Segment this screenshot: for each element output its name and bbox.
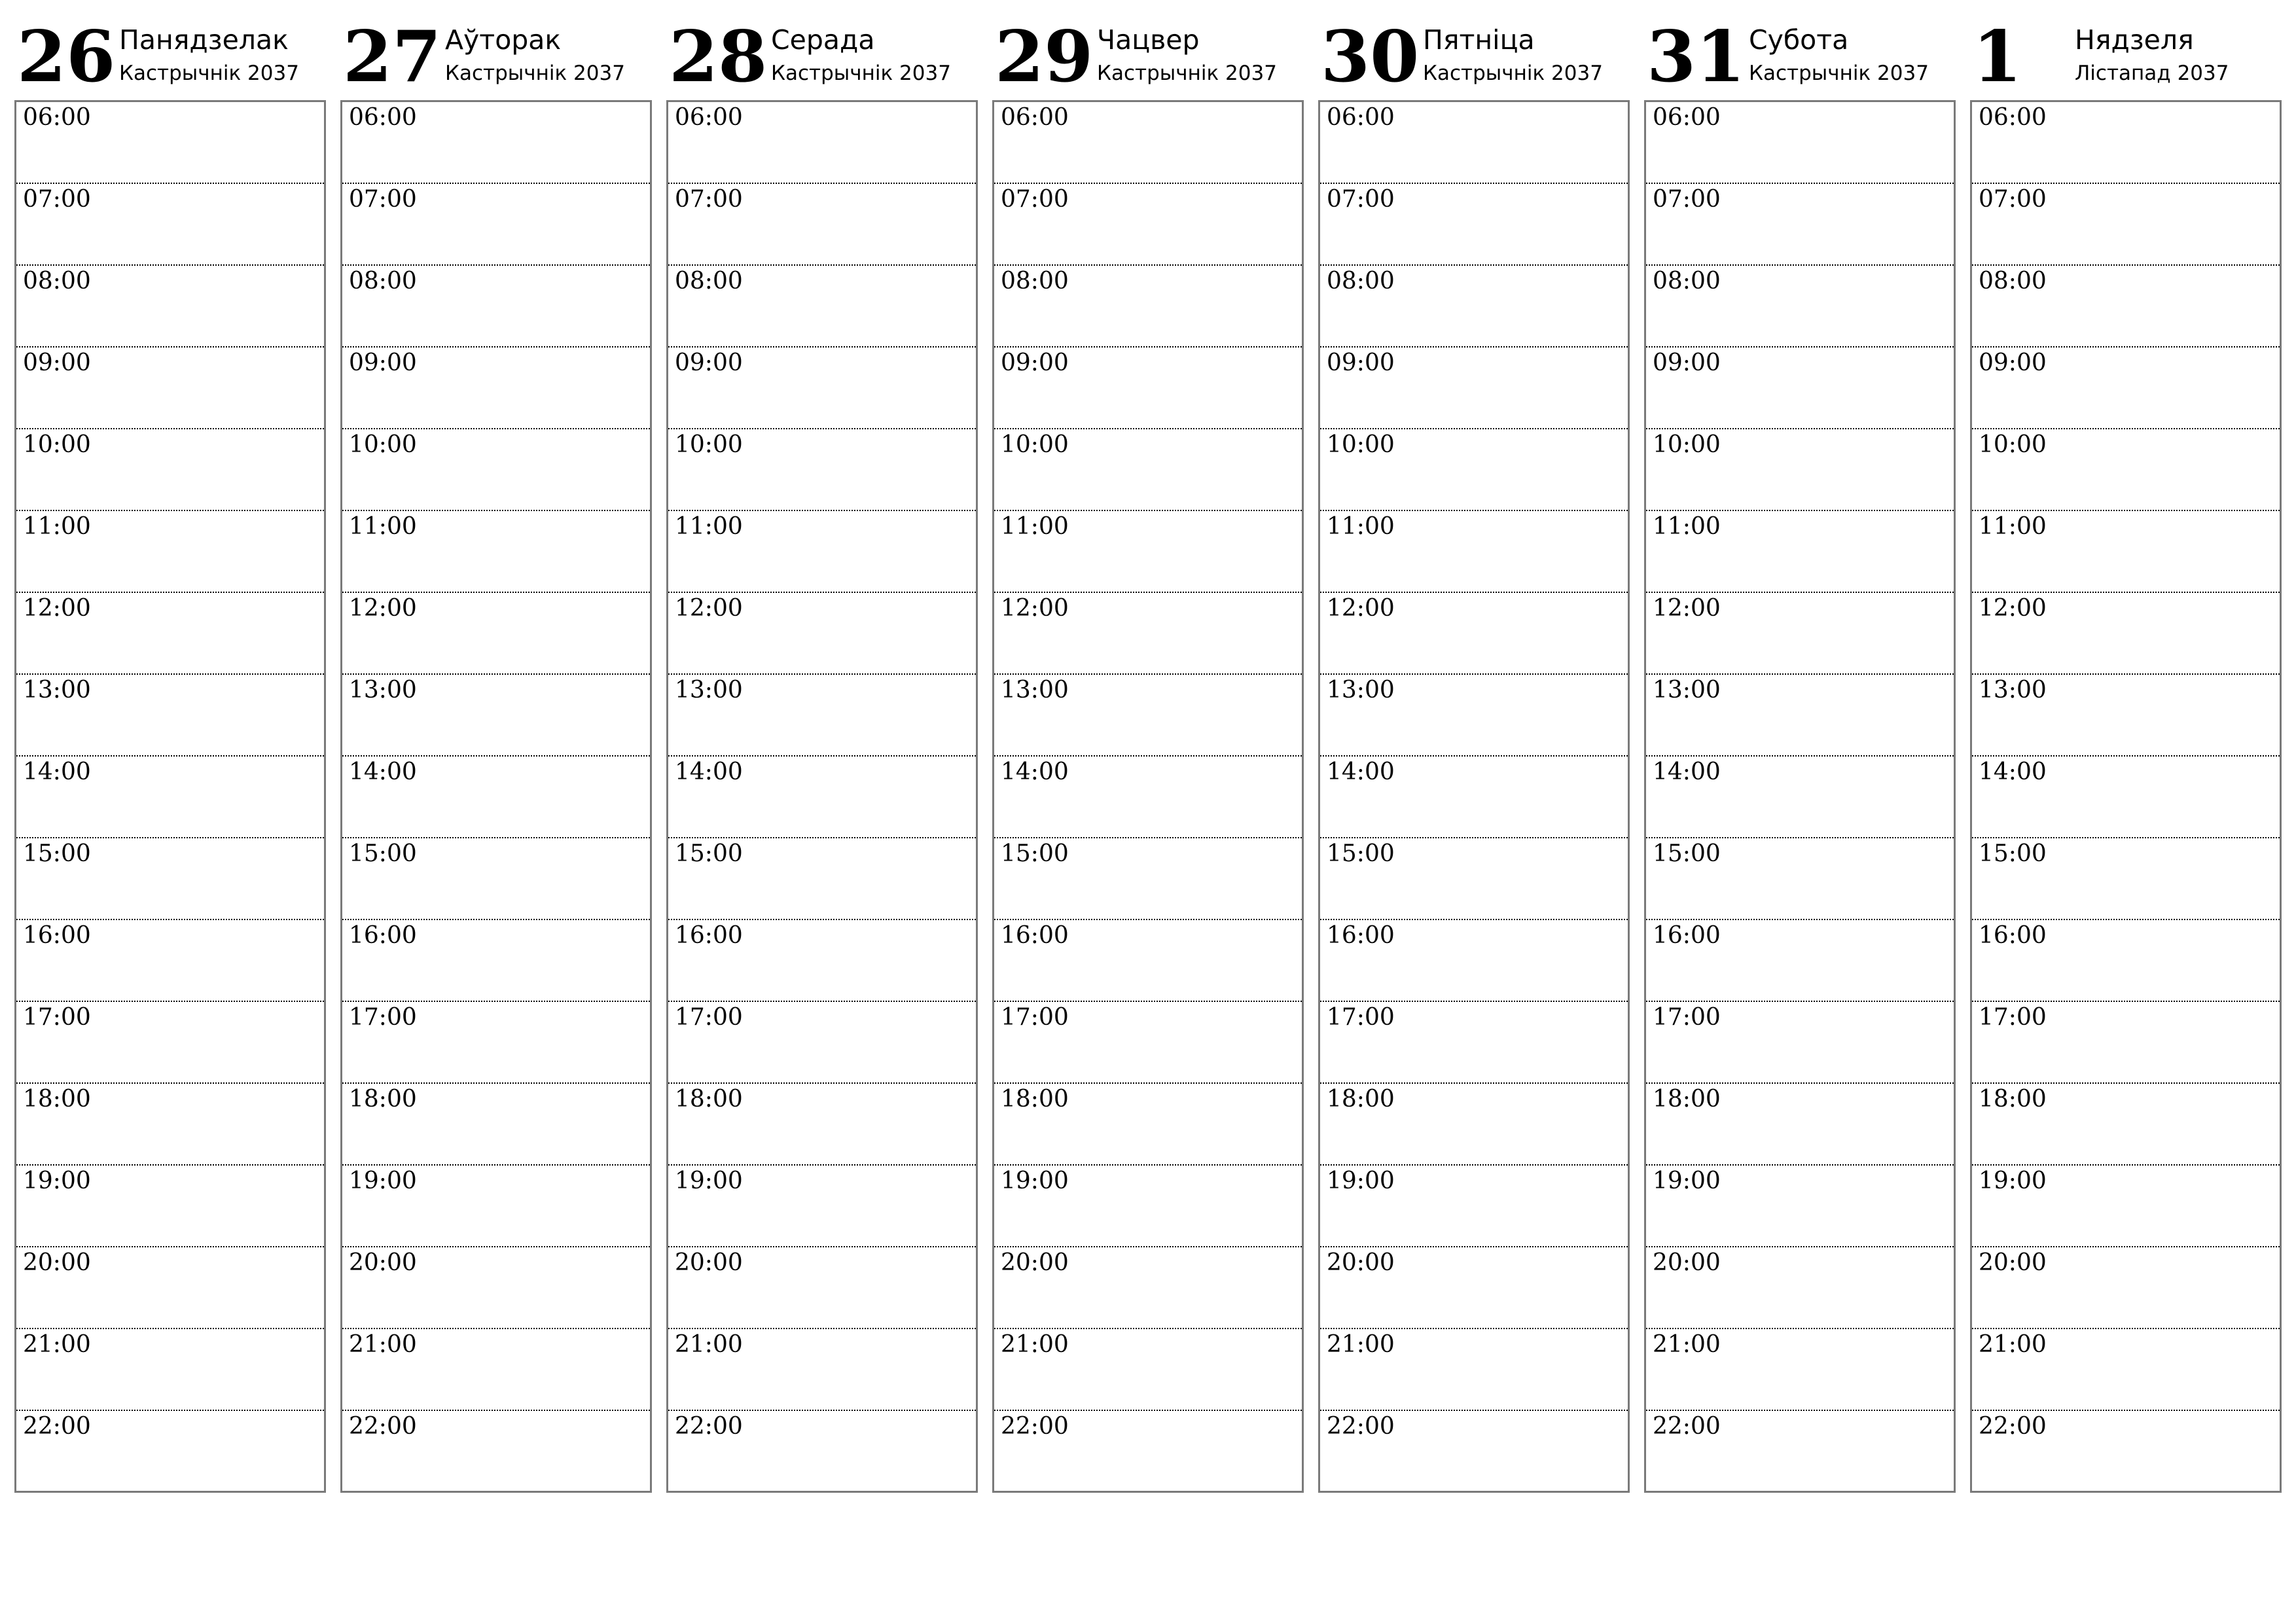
hour-label: 06:00: [23, 104, 91, 131]
hour-label: 14:00: [1327, 758, 1395, 785]
hour-grid: [1644, 100, 1956, 1493]
hour-slot: [1972, 348, 2280, 429]
hour-label: 20:00: [1653, 1249, 1721, 1276]
hour-slot: [1972, 1002, 2280, 1084]
hour-slot: [994, 1166, 1302, 1247]
hour-slot: [994, 266, 1302, 348]
hour-slot: [1646, 757, 1954, 838]
hour-slot: [342, 1247, 650, 1329]
hour-slot: [994, 593, 1302, 675]
day-number: 30: [1321, 16, 1420, 98]
hour-label: 10:00: [1001, 431, 1069, 458]
hour-slot: [16, 757, 324, 838]
day-header: [1318, 0, 1632, 98]
hour-slot: [668, 429, 976, 511]
hour-slot: [16, 1084, 324, 1166]
day-column-thursday: [992, 0, 1306, 1505]
hour-grid: [666, 100, 978, 1493]
hour-slot: [1646, 593, 1954, 675]
hour-slot: [1320, 348, 1628, 429]
hour-slot: [16, 429, 324, 511]
hour-label: 08:00: [1001, 268, 1069, 294]
month-year: Кастрычнік 2037: [771, 62, 951, 85]
hour-slot: [1646, 102, 1954, 184]
hour-label: 18:00: [1001, 1086, 1069, 1113]
hour-slot: [1320, 757, 1628, 838]
day-number: 27: [343, 16, 442, 98]
hour-slot: [994, 1084, 1302, 1166]
hour-label: 07:00: [349, 186, 417, 213]
day-header: [340, 0, 655, 98]
hour-label: 11:00: [1653, 513, 1721, 540]
hour-label: 20:00: [675, 1249, 743, 1276]
hour-slot: [1972, 1247, 2280, 1329]
hour-slot: [668, 184, 976, 266]
day-number: 28: [669, 16, 768, 98]
day-header: [14, 0, 329, 98]
hour-label: 15:00: [675, 840, 743, 867]
hour-label: 11:00: [1001, 513, 1069, 540]
hour-slot: [16, 1329, 324, 1411]
hour-label: 21:00: [1327, 1331, 1395, 1358]
hour-label: 14:00: [1979, 758, 2047, 785]
hour-slot: [668, 838, 976, 920]
day-number: 26: [17, 16, 116, 98]
hour-label: 14:00: [1001, 758, 1069, 785]
hour-slot: [994, 1247, 1302, 1329]
hour-label: 19:00: [1001, 1168, 1069, 1194]
hour-grid: [14, 100, 326, 1493]
hour-label: 13:00: [349, 677, 417, 704]
hour-label: 20:00: [349, 1249, 417, 1276]
hour-slot: [16, 1247, 324, 1329]
hour-slot: [994, 838, 1302, 920]
hour-slot: [1646, 1329, 1954, 1411]
hour-label: 15:00: [1653, 840, 1721, 867]
hour-label: 18:00: [1653, 1086, 1721, 1113]
day-name: Нядзеля: [2075, 24, 2194, 56]
hour-slot: [1320, 511, 1628, 593]
hour-slot: [668, 1166, 976, 1247]
hour-label: 16:00: [349, 922, 417, 949]
hour-slot: [16, 511, 324, 593]
hour-label: 10:00: [1327, 431, 1395, 458]
day-name: Панядзелак: [119, 24, 289, 56]
hour-slot: [1972, 511, 2280, 593]
hour-label: 16:00: [1979, 922, 2047, 949]
hour-label: 19:00: [1653, 1168, 1721, 1194]
hour-slot: [1646, 1411, 1954, 1493]
day-header: [666, 0, 980, 98]
hour-label: 22:00: [1979, 1413, 2047, 1440]
hour-slot: [668, 757, 976, 838]
hour-slot: [994, 102, 1302, 184]
hour-slot: [342, 1329, 650, 1411]
hour-label: 09:00: [1653, 349, 1721, 376]
hour-slot: [1646, 184, 1954, 266]
hour-label: 09:00: [349, 349, 417, 376]
hour-label: 20:00: [1001, 1249, 1069, 1276]
hour-label: 21:00: [349, 1331, 417, 1358]
hour-label: 12:00: [1327, 595, 1395, 622]
hour-slot: [668, 266, 976, 348]
hour-label: 22:00: [23, 1413, 91, 1440]
hour-slot: [342, 1166, 650, 1247]
hour-label: 10:00: [675, 431, 743, 458]
hour-label: 12:00: [23, 595, 91, 622]
day-name: Серада: [771, 24, 875, 56]
hour-slot: [16, 266, 324, 348]
hour-slot: [1972, 593, 2280, 675]
hour-label: 10:00: [349, 431, 417, 458]
hour-slot: [1972, 1166, 2280, 1247]
hour-slot: [994, 757, 1302, 838]
hour-slot: [1972, 675, 2280, 757]
hour-slot: [1646, 920, 1954, 1002]
day-number: 1: [1973, 16, 2022, 98]
hour-label: 06:00: [1001, 104, 1069, 131]
hour-label: 15:00: [1327, 840, 1395, 867]
hour-label: 09:00: [1979, 349, 2047, 376]
hour-label: 15:00: [1001, 840, 1069, 867]
hour-slot: [1320, 1084, 1628, 1166]
hour-label: 12:00: [675, 595, 743, 622]
hour-slot: [1972, 266, 2280, 348]
hour-label: 18:00: [1327, 1086, 1395, 1113]
hour-label: 10:00: [1653, 431, 1721, 458]
hour-slot: [1646, 266, 1954, 348]
hour-slot: [342, 1002, 650, 1084]
hour-slot: [668, 1084, 976, 1166]
hour-label: 19:00: [349, 1168, 417, 1194]
hour-label: 08:00: [349, 268, 417, 294]
hour-slot: [668, 675, 976, 757]
hour-slot: [16, 1411, 324, 1493]
hour-slot: [994, 429, 1302, 511]
hour-label: 17:00: [1653, 1004, 1721, 1031]
hour-label: 14:00: [675, 758, 743, 785]
hour-slot: [342, 593, 650, 675]
hour-label: 11:00: [1979, 513, 2047, 540]
hour-slot: [1320, 1411, 1628, 1493]
hour-label: 07:00: [1001, 186, 1069, 213]
hour-label: 22:00: [675, 1413, 743, 1440]
hour-slot: [994, 511, 1302, 593]
hour-label: 07:00: [1327, 186, 1395, 213]
hour-label: 19:00: [23, 1168, 91, 1194]
hour-slot: [1320, 920, 1628, 1002]
hour-label: 18:00: [349, 1086, 417, 1113]
hour-slot: [342, 675, 650, 757]
hour-label: 08:00: [1327, 268, 1395, 294]
day-header: [992, 0, 1306, 98]
day-number: 31: [1647, 16, 1746, 98]
hour-label: 07:00: [675, 186, 743, 213]
hour-label: 19:00: [1327, 1168, 1395, 1194]
hour-label: 22:00: [1001, 1413, 1069, 1440]
day-column-tuesday: [340, 0, 655, 1505]
hour-label: 10:00: [23, 431, 91, 458]
hour-slot: [668, 1411, 976, 1493]
hour-label: 21:00: [1653, 1331, 1721, 1358]
hour-label: 16:00: [1327, 922, 1395, 949]
hour-label: 13:00: [1979, 677, 2047, 704]
hour-slot: [1646, 1166, 1954, 1247]
hour-slot: [1972, 102, 2280, 184]
hour-label: 15:00: [1979, 840, 2047, 867]
hour-label: 18:00: [1979, 1086, 2047, 1113]
hour-label: 12:00: [349, 595, 417, 622]
hour-slot: [668, 1247, 976, 1329]
hour-slot: [994, 1329, 1302, 1411]
hour-slot: [668, 1002, 976, 1084]
hour-slot: [1646, 348, 1954, 429]
hour-slot: [1972, 184, 2280, 266]
day-column-friday: [1318, 0, 1632, 1505]
hour-slot: [342, 920, 650, 1002]
hour-label: 07:00: [1979, 186, 2047, 213]
hour-label: 13:00: [1653, 677, 1721, 704]
hour-slot: [1320, 266, 1628, 348]
hour-label: 21:00: [675, 1331, 743, 1358]
hour-label: 22:00: [349, 1413, 417, 1440]
hour-label: 16:00: [675, 922, 743, 949]
hour-slot: [1972, 757, 2280, 838]
hour-slot: [342, 511, 650, 593]
hour-slot: [1972, 1411, 2280, 1493]
hour-label: 15:00: [349, 840, 417, 867]
hour-grid: [992, 100, 1304, 1493]
hour-slot: [342, 838, 650, 920]
hour-label: 19:00: [675, 1168, 743, 1194]
hour-slot: [16, 838, 324, 920]
hour-label: 14:00: [349, 758, 417, 785]
hour-slot: [1646, 1002, 1954, 1084]
hour-slot: [342, 184, 650, 266]
hour-slot: [668, 593, 976, 675]
hour-label: 08:00: [675, 268, 743, 294]
hour-slot: [342, 757, 650, 838]
hour-label: 22:00: [1327, 1413, 1395, 1440]
hour-slot: [1320, 1247, 1628, 1329]
hour-slot: [342, 1084, 650, 1166]
hour-slot: [16, 348, 324, 429]
hour-slot: [994, 184, 1302, 266]
hour-slot: [1646, 429, 1954, 511]
hour-label: 13:00: [23, 677, 91, 704]
day-header: [1970, 0, 2284, 98]
day-column-monday: [14, 0, 329, 1505]
month-year: Кастрычнік 2037: [445, 62, 625, 85]
hour-label: 09:00: [1001, 349, 1069, 376]
hour-label: 22:00: [1653, 1413, 1721, 1440]
hour-label: 17:00: [1001, 1004, 1069, 1031]
hour-slot: [994, 348, 1302, 429]
hour-slot: [1320, 1329, 1628, 1411]
hour-label: 21:00: [1979, 1331, 2047, 1358]
hour-label: 17:00: [349, 1004, 417, 1031]
day-name: Пятніца: [1423, 24, 1535, 56]
hour-label: 09:00: [23, 349, 91, 376]
hour-label: 18:00: [23, 1086, 91, 1113]
hour-slot: [1320, 184, 1628, 266]
day-name: Аўторак: [445, 24, 562, 56]
hour-label: 06:00: [1653, 104, 1721, 131]
hour-label: 12:00: [1653, 595, 1721, 622]
hour-slot: [16, 675, 324, 757]
hour-label: 09:00: [1327, 349, 1395, 376]
hour-slot: [1646, 838, 1954, 920]
hour-slot: [342, 266, 650, 348]
hour-label: 09:00: [675, 349, 743, 376]
hour-label: 13:00: [1327, 677, 1395, 704]
hour-label: 06:00: [1979, 104, 2047, 131]
hour-slot: [668, 511, 976, 593]
hour-label: 17:00: [23, 1004, 91, 1031]
hour-slot: [1320, 102, 1628, 184]
hour-label: 12:00: [1979, 595, 2047, 622]
month-year: Кастрычнік 2037: [119, 62, 299, 85]
hour-slot: [342, 429, 650, 511]
hour-grid: [1318, 100, 1630, 1493]
month-year: Кастрычнік 2037: [1097, 62, 1277, 85]
hour-slot: [1320, 1166, 1628, 1247]
hour-label: 14:00: [1653, 758, 1721, 785]
hour-label: 06:00: [1327, 104, 1395, 131]
hour-slot: [16, 1166, 324, 1247]
hour-slot: [342, 348, 650, 429]
hour-label: 11:00: [23, 513, 91, 540]
hour-slot: [1320, 675, 1628, 757]
hour-label: 08:00: [1979, 268, 2047, 294]
hour-slot: [994, 1411, 1302, 1493]
day-column-saturday: [1644, 0, 1958, 1505]
hour-label: 11:00: [349, 513, 417, 540]
hour-slot: [16, 184, 324, 266]
hour-slot: [668, 102, 976, 184]
day-column-sunday: [1970, 0, 2284, 1505]
hour-slot: [668, 1329, 976, 1411]
hour-label: 06:00: [675, 104, 743, 131]
hour-label: 11:00: [675, 513, 743, 540]
hour-slot: [1646, 511, 1954, 593]
hour-slot: [1646, 1247, 1954, 1329]
hour-slot: [1646, 675, 1954, 757]
hour-label: 06:00: [349, 104, 417, 131]
hour-label: 15:00: [23, 840, 91, 867]
day-name: Субота: [1749, 24, 1849, 56]
hour-label: 07:00: [1653, 186, 1721, 213]
day-name: Чацвер: [1097, 24, 1200, 56]
month-year: Кастрычнік 2037: [1749, 62, 1929, 85]
hour-slot: [668, 348, 976, 429]
hour-label: 20:00: [1327, 1249, 1395, 1276]
hour-label: 14:00: [23, 758, 91, 785]
hour-label: 17:00: [1979, 1004, 2047, 1031]
day-number: 29: [995, 16, 1094, 98]
hour-slot: [1972, 920, 2280, 1002]
hour-slot: [1320, 593, 1628, 675]
hour-label: 21:00: [23, 1331, 91, 1358]
hour-slot: [994, 920, 1302, 1002]
hour-slot: [16, 102, 324, 184]
month-year: Лістапад 2037: [2075, 62, 2229, 85]
hour-slot: [994, 1002, 1302, 1084]
hour-label: 16:00: [23, 922, 91, 949]
hour-slot: [1972, 429, 2280, 511]
hour-slot: [16, 920, 324, 1002]
day-header: [1644, 0, 1958, 98]
hour-label: 17:00: [1327, 1004, 1395, 1031]
hour-slot: [1320, 1002, 1628, 1084]
hour-label: 17:00: [675, 1004, 743, 1031]
hour-label: 13:00: [1001, 677, 1069, 704]
hour-grid: [340, 100, 652, 1493]
hour-label: 18:00: [675, 1086, 743, 1113]
hour-slot: [1972, 1329, 2280, 1411]
hour-grid: [1970, 100, 2282, 1493]
hour-label: 20:00: [1979, 1249, 2047, 1276]
hour-slot: [994, 675, 1302, 757]
hour-slot: [16, 593, 324, 675]
hour-label: 21:00: [1001, 1331, 1069, 1358]
hour-slot: [668, 920, 976, 1002]
hour-slot: [342, 102, 650, 184]
hour-label: 07:00: [23, 186, 91, 213]
hour-label: 10:00: [1979, 431, 2047, 458]
hour-slot: [1972, 838, 2280, 920]
hour-slot: [1320, 429, 1628, 511]
hour-label: 11:00: [1327, 513, 1395, 540]
hour-slot: [1646, 1084, 1954, 1166]
hour-label: 08:00: [23, 268, 91, 294]
hour-slot: [1972, 1084, 2280, 1166]
hour-label: 16:00: [1653, 922, 1721, 949]
hour-label: 16:00: [1001, 922, 1069, 949]
hour-label: 12:00: [1001, 595, 1069, 622]
hour-slot: [16, 1002, 324, 1084]
day-column-wednesday: [666, 0, 980, 1505]
month-year: Кастрычнік 2037: [1423, 62, 1603, 85]
hour-slot: [342, 1411, 650, 1493]
hour-label: 20:00: [23, 1249, 91, 1276]
hour-label: 19:00: [1979, 1168, 2047, 1194]
hour-label: 08:00: [1653, 268, 1721, 294]
hour-label: 13:00: [675, 677, 743, 704]
hour-slot: [1320, 838, 1628, 920]
